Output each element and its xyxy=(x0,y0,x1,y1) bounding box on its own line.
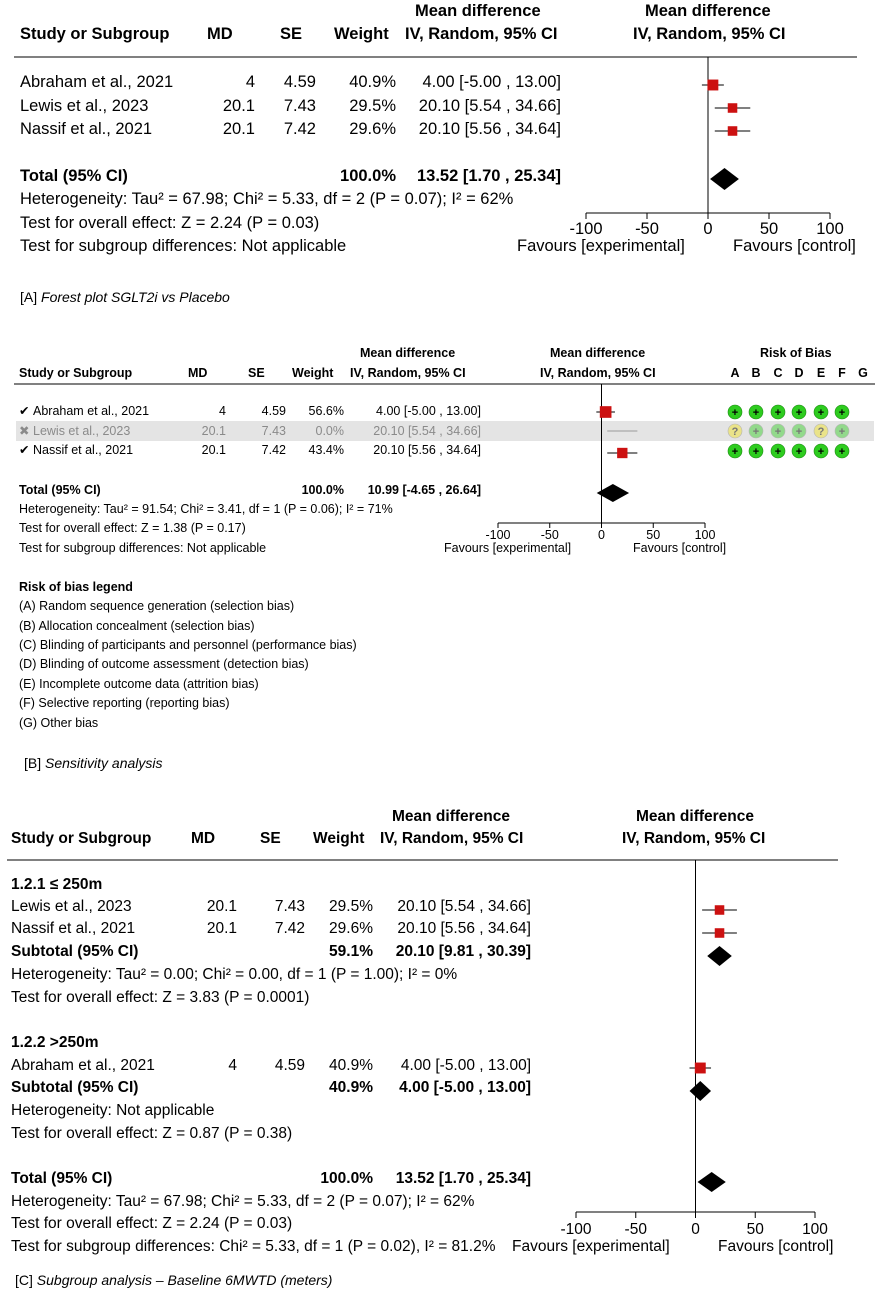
exclusion-mark: ✖ xyxy=(19,424,30,438)
plot-header-line1: Mean difference xyxy=(636,808,755,825)
ci-value: 4.00 [-5.00 , 13.00] xyxy=(422,73,561,91)
weight-header: Weight xyxy=(334,25,389,43)
heterogeneity-text: Heterogeneity: Tau² = 67.98; Chi² = 5.33, df = 2 (P = 0.07); I² = 62% xyxy=(11,1193,475,1210)
effect-header-line2: IV, Random, 95% CI xyxy=(405,25,558,43)
rob-legend-item: (F) Selective reporting (reporting bias) xyxy=(19,696,230,710)
subtotal-diamond xyxy=(707,946,732,966)
study-name: Lewis et al., 2023 xyxy=(11,898,132,915)
favours-control: Favours [control] xyxy=(633,541,727,555)
x-tick-label: 100 xyxy=(816,220,844,238)
subtotal-weight: 40.9% xyxy=(329,1079,373,1096)
rob-col-e: E xyxy=(816,366,826,380)
weight-value: 56.6% xyxy=(308,404,344,418)
study-name: Abraham et al., 2021 xyxy=(11,1057,155,1074)
ci-value: 20.10 [5.56 , 34.64] xyxy=(397,920,531,937)
weight-header: Weight xyxy=(313,830,365,847)
favours-experimental: Favours [experimental] xyxy=(517,237,685,255)
caption-text: Subgroup analysis – Baseline 6MWTD (meters) xyxy=(36,1272,333,1288)
weight-value: 29.6% xyxy=(329,920,373,937)
study-name: Abraham et al., 2021 xyxy=(33,404,150,418)
plot-header-line2: IV, Random, 95% CI xyxy=(633,25,786,43)
md-value: 4 xyxy=(219,404,226,418)
se-header: SE xyxy=(260,830,281,847)
rob-legend-item: (B) Allocation concealment (selection bias) xyxy=(19,619,255,633)
study-point xyxy=(715,905,725,915)
se-value: 4.59 xyxy=(274,1057,305,1074)
md-value: 4 xyxy=(245,73,255,91)
overall-effect-text: Test for overall effect: Z = 1.38 (P = 0.17) xyxy=(19,521,246,535)
md-value: 20.1 xyxy=(201,443,226,457)
subtotal-ci: 4.00 [-5.00 , 13.00] xyxy=(399,1079,531,1096)
overall-effect-text: Test for overall effect: Z = 0.87 (P = 0.38) xyxy=(11,1125,293,1142)
x-tick-label: -100 xyxy=(560,1221,592,1238)
md-value: 4 xyxy=(228,1057,237,1074)
ci-value: 4.00 [-5.00 , 13.00] xyxy=(400,1057,531,1074)
study-name: Nassif et al., 2021 xyxy=(20,120,153,138)
ci-value: 20.10 [5.56 , 34.64] xyxy=(418,120,561,138)
total-weight: 100.0% xyxy=(340,167,396,185)
inclusion-mark: ✔ xyxy=(19,404,30,418)
rob-judgement-symbol: + xyxy=(838,426,846,438)
subtotal-ci: 20.10 [9.81 , 30.39] xyxy=(395,943,531,960)
favours-control: Favours [control] xyxy=(733,237,856,255)
rob-judgement-symbol: + xyxy=(817,407,825,419)
md-value: 20.1 xyxy=(206,898,237,915)
se-value: 7.42 xyxy=(274,920,305,937)
x-tick-label: -50 xyxy=(635,220,659,238)
rob-judgement-symbol: + xyxy=(817,446,825,458)
rob-judgement-symbol: + xyxy=(752,426,760,438)
weight-header: Weight xyxy=(292,366,334,380)
rob-legend-item: (A) Random sequence generation (selection bias) xyxy=(19,599,295,613)
subtotal-label: Subtotal (95% CI) xyxy=(11,1079,139,1096)
study-name: Lewis et al., 2023 xyxy=(20,97,149,115)
heterogeneity-text: Heterogeneity: Tau² = 67.98; Chi² = 5.33, df = 2 (P = 0.07); I² = 62% xyxy=(20,190,514,208)
overall-effect-text: Test for overall effect: Z = 2.24 (P = 0.03) xyxy=(20,214,320,232)
weight-value: 29.6% xyxy=(349,120,396,138)
study-point xyxy=(715,928,725,938)
rob-judgement-symbol: + xyxy=(838,446,846,458)
x-tick-label: 50 xyxy=(759,220,779,238)
x-tick-label: -50 xyxy=(624,1221,647,1238)
rob-col-f: F xyxy=(838,366,846,380)
subgroup-title: 1.2.1 ≤ 250m xyxy=(11,876,103,893)
rob-legend-item: (D) Blinding of outcome assessment (detection bias) xyxy=(19,657,309,671)
se-value: 7.43 xyxy=(274,898,305,915)
se-header: SE xyxy=(280,25,303,43)
heterogeneity-text: Heterogeneity: Not applicable xyxy=(11,1102,215,1119)
se-value: 7.42 xyxy=(283,120,316,138)
md-header: MD xyxy=(188,366,208,380)
rob-judgement-symbol: + xyxy=(731,407,739,419)
rob-judgement-symbol: + xyxy=(774,407,782,419)
total-label: Total (95% CI) xyxy=(19,483,101,497)
rob-judgement-symbol: ? xyxy=(817,426,825,438)
subtotal-label: Subtotal (95% CI) xyxy=(11,943,139,960)
rob-col-c: C xyxy=(773,366,783,380)
ci-value: 4.00 [-5.00 , 13.00] xyxy=(376,404,481,418)
x-tick-label: 100 xyxy=(802,1221,828,1238)
plot-header-line1: Mean difference xyxy=(645,2,771,20)
subgroup-diff-text: Test for subgroup differences: Not applicable xyxy=(20,237,347,255)
effect-header-line2: IV, Random, 95% CI xyxy=(350,366,466,380)
se-value: 4.59 xyxy=(283,73,316,91)
md-header: MD xyxy=(191,830,216,847)
weight-value: 0.0% xyxy=(315,424,344,438)
weight-value: 43.4% xyxy=(308,443,344,457)
rob-legend-title: Risk of bias legend xyxy=(19,580,133,594)
x-tick-label: -100 xyxy=(569,220,603,238)
total-ci: 10.99 [-4.65 , 26.64] xyxy=(367,483,481,497)
subgroup-diff-text: Test for subgroup differences: Chi² = 5.33, df = 1 (P = 0.02), I² = 81.2% xyxy=(11,1238,496,1255)
se-value: 7.43 xyxy=(261,424,286,438)
x-tick-label: 50 xyxy=(746,1221,764,1238)
rob-judgement-symbol: + xyxy=(838,407,846,419)
subgroup-title: 1.2.2 >250m xyxy=(11,1034,99,1051)
ci-value: 20.10 [5.54 , 34.66] xyxy=(373,424,481,438)
rob-col-g: G xyxy=(858,366,868,380)
md-value: 20.1 xyxy=(206,920,237,937)
total-diamond xyxy=(698,1172,726,1192)
study-point xyxy=(695,1063,706,1074)
subtotal-weight: 59.1% xyxy=(329,943,373,960)
rob-col-d: D xyxy=(794,366,804,380)
total-label: Total (95% CI) xyxy=(20,167,128,185)
md-value: 20.1 xyxy=(222,97,255,115)
weight-value: 40.9% xyxy=(329,1057,373,1074)
heterogeneity-text: Heterogeneity: Tau² = 0.00; Chi² = 0.00, df = 1 (P = 1.00); I² = 0% xyxy=(11,966,458,983)
study-name: Lewis et al., 2023 xyxy=(33,424,131,438)
x-tick-label: 0 xyxy=(691,1221,700,1238)
rob-judgement-symbol: ? xyxy=(731,426,739,438)
study-name: Nassif et al., 2021 xyxy=(11,920,136,937)
rob-judgement-symbol: + xyxy=(731,446,739,458)
rob-judgement-symbol: + xyxy=(795,407,803,419)
rob-judgement-symbol: + xyxy=(752,407,760,419)
rob-title: Risk of Bias xyxy=(760,346,832,360)
rob-judgement-symbol: + xyxy=(795,446,803,458)
se-value: 4.59 xyxy=(261,404,286,418)
rob-judgement-symbol: + xyxy=(795,426,803,438)
effect-header-line1: Mean difference xyxy=(392,808,511,825)
heterogeneity-text: Heterogeneity: Tau² = 91.54; Chi² = 3.41, df = 1 (P = 0.06); I² = 71% xyxy=(19,502,393,516)
rob-col-b: B xyxy=(751,366,761,380)
se-value: 7.43 xyxy=(283,97,316,115)
md-value: 20.1 xyxy=(222,120,255,138)
weight-value: 29.5% xyxy=(349,97,396,115)
caption-label: [C] xyxy=(15,1272,33,1288)
ci-value: 20.10 [5.54 , 34.66] xyxy=(418,97,561,115)
x-tick-label: 0 xyxy=(703,220,713,238)
effect-header-line1: Mean difference xyxy=(360,346,456,360)
total-weight: 100.0% xyxy=(320,1170,373,1187)
overall-effect-text: Test for overall effect: Z = 2.24 (P = 0.03) xyxy=(11,1215,293,1232)
weight-value: 40.9% xyxy=(349,73,396,91)
x-tick-label: 50 xyxy=(646,528,661,542)
effect-header-line1: Mean difference xyxy=(415,2,541,20)
total-ci: 13.52 [1.70 , 25.34] xyxy=(395,1170,531,1187)
caption-label: [B] xyxy=(24,755,42,771)
study-name: Nassif et al., 2021 xyxy=(33,443,134,457)
x-tick-label: 0 xyxy=(598,528,605,542)
favours-experimental: Favours [experimental] xyxy=(512,1238,670,1255)
subtotal-diamond xyxy=(690,1081,712,1101)
plot-header-line2: IV, Random, 95% CI xyxy=(540,366,656,380)
rob-col-a: A xyxy=(730,366,740,380)
ci-value: 20.10 [5.54 , 34.66] xyxy=(397,898,531,915)
se-header: SE xyxy=(248,366,265,380)
favours-experimental: Favours [experimental] xyxy=(444,541,572,555)
plot-header-line1: Mean difference xyxy=(550,346,646,360)
se-value: 7.42 xyxy=(261,443,286,457)
rob-judgement-symbol: + xyxy=(774,446,782,458)
rob-legend-item: (C) Blinding of participants and personnel (performance bias) xyxy=(19,638,357,652)
inclusion-mark: ✔ xyxy=(19,443,30,457)
effect-header-line2: IV, Random, 95% CI xyxy=(380,830,524,847)
favours-control: Favours [control] xyxy=(718,1238,834,1255)
overall-effect-text: Test for overall effect: Z = 3.83 (P = 0.0001) xyxy=(11,989,310,1006)
study-header: Study or Subgroup xyxy=(20,25,170,43)
weight-value: 29.5% xyxy=(329,898,373,915)
study-name: Abraham et al., 2021 xyxy=(20,73,174,91)
x-tick-label: -50 xyxy=(540,528,559,542)
x-tick-label: -100 xyxy=(485,528,511,542)
total-ci: 13.52 [1.70 , 25.34] xyxy=(416,167,561,185)
caption-label: [A] xyxy=(20,289,38,305)
md-header: MD xyxy=(207,25,233,43)
total-weight: 100.0% xyxy=(301,483,344,497)
rob-judgement-symbol: + xyxy=(752,446,760,458)
rob-legend-item: (E) Incomplete outcome data (attrition bias) xyxy=(19,677,259,691)
rob-judgement-symbol: + xyxy=(774,426,782,438)
ci-value: 20.10 [5.56 , 34.64] xyxy=(373,443,481,457)
plot-header-line2: IV, Random, 95% CI xyxy=(622,830,766,847)
subgroup-diff-text: Test for subgroup differences: Not applicable xyxy=(19,541,267,555)
x-tick-label: 100 xyxy=(694,528,716,542)
md-value: 20.1 xyxy=(201,424,226,438)
rob-legend-item: (G) Other bias xyxy=(19,716,99,730)
caption-text: Forest plot SGLT2i vs Placebo xyxy=(41,289,230,305)
study-header: Study or Subgroup xyxy=(19,366,133,380)
caption-text: Sensitivity analysis xyxy=(45,755,163,771)
total-label: Total (95% CI) xyxy=(11,1170,113,1187)
study-header: Study or Subgroup xyxy=(11,830,152,847)
caption-c xyxy=(15,1273,332,1287)
